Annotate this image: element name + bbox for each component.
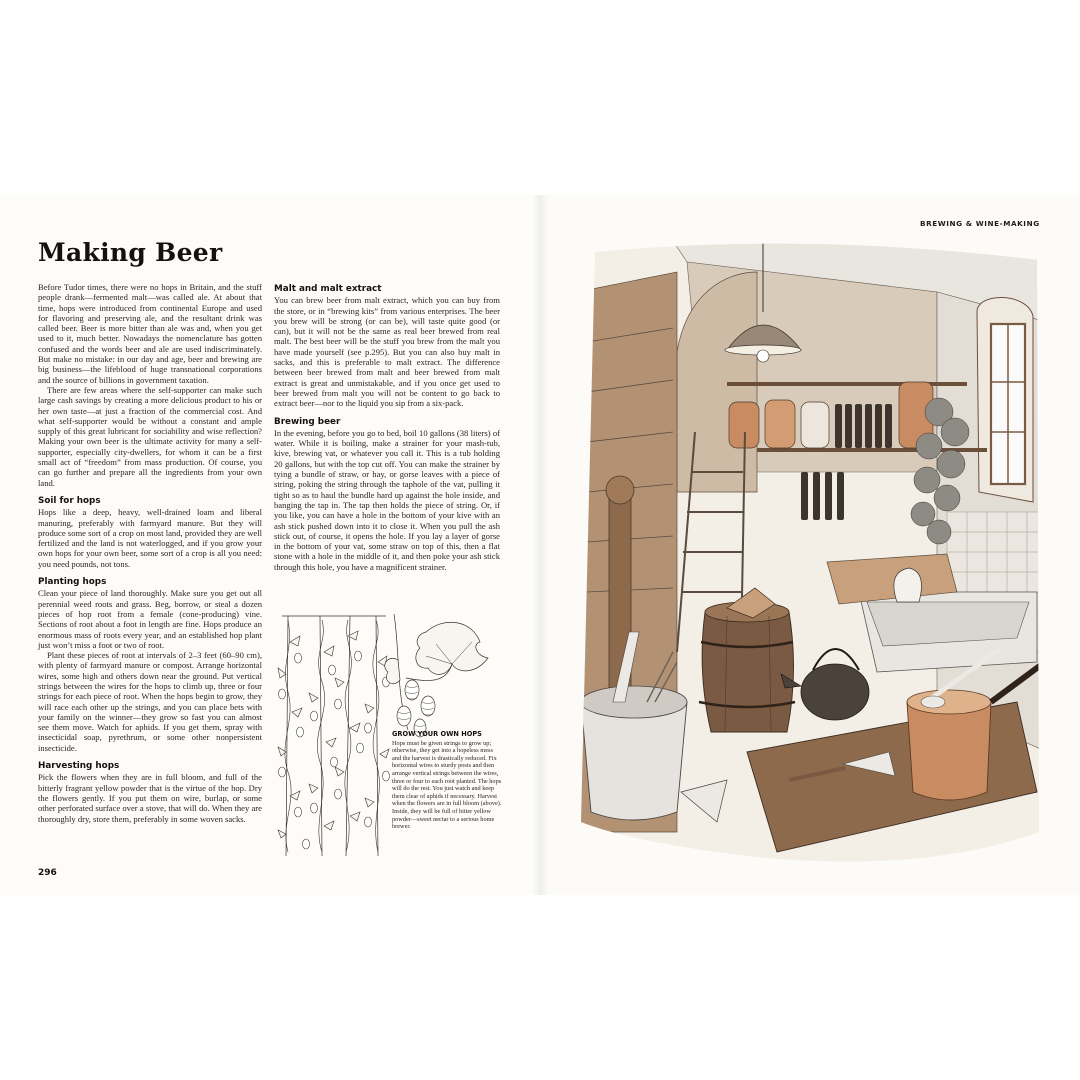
intro-paragraph-1: Before Tudor times, there were no hops in Britain, and the stuff people drank—fermented malt—was called ale. At about that time, hops were introduced from continental Europe and used for flavoring and preserving ale, and the resultant drink was called beer. Beer is more bitter than ale was and, when you get used to it, much better. Nowadays the nomenclature has gotten confused and the words beer and ale are used indiscriminately. But make no mistake: in our day and age, beer and brewing are big business—the lifeblood of huge transnational corporations and the source of billions in government taxation. — [38, 282, 262, 385]
page-title: Making Beer — [38, 238, 223, 267]
illustration-caption — [392, 731, 502, 831]
barrel — [699, 602, 795, 732]
hop-leaves — [278, 631, 389, 838]
malt-heading: Malt and malt extract — [274, 284, 382, 294]
jug — [894, 568, 922, 602]
harvesting-paragraph: Pick the flowers when they are in full bloom, and full of the bitterly fragrant yellow powder that is the virtue of the hop. Dry the flowers gently. If you put them on wire, burlap, or some other perforated surface over a stove, that will do. When they are thoroughly dry, store them, preferably in some woven sacks. — [38, 772, 262, 824]
brewing-kitchen-illustration — [577, 232, 1047, 872]
soil-paragraph: Hops like a deep, heavy, well-drained loam and liberal manuring, preferably with farmyard manure. But they will produce some sort of a crop on most land, provided they are well fertilized and the land is not waterlogged, and if you grow your own hops for your own beer, some sort of a crop is all you need: you need pounds, not tons. — [38, 507, 262, 569]
hop-cones-small — [279, 651, 390, 849]
caption-heading: GROW YOUR OWN HOPS — [392, 730, 482, 738]
page-number: 296 — [38, 868, 57, 878]
text-column-left — [38, 282, 262, 824]
soil-heading: Soil for hops — [38, 495, 101, 506]
hop-cones-large — [397, 680, 435, 737]
planting-paragraph-2: Plant these pieces of root at intervals of 2–3 feet (60–90 cm), with plenty of farmyard manure or compost. Arrange horizontal wires, some high and others down near the ground. Put vertical strings between the wires for the hops to climb up, three or four strings for each piece of root. When the hops begin to grow, they will race each other up the strings, and you can place bets with your family on the winner—they grow so fast you can almost see them move. Watch for aphids. If you get them, spray with insecticidal soap, pyrethrum, or some other nonpersistent insecticide. — [38, 650, 262, 753]
planting-heading: Planting hops — [38, 577, 107, 588]
intro-paragraph-2: There are few areas where the self-supporter can make such large cash savings by creating a more delicious product to his or her own taste—at just a fraction of the commercial cost. And what self-supporter would be without a constant and ample supply of this great lubricant for sociability and wise reflection? Making your own beer is the ultimate activity for many a self-supporter, especially city-dwellers, for whom it can be a first small act of “freedom” from mass production. Of course, you can go further and prepare all the ingredients from your own land. — [38, 384, 262, 488]
caption-text: Hops must be given strings to grow up; otherwise, they get into a hopeless mess and the harvest is drastically reduced. Fix horizontal wires to sturdy posts and then arrange vertical strings between the wires, three or four to each root planted. The hops will do the rest. You just watch and keep them clear of aphids if necessary. Harvest when the flowers are in full bloom (above). Inside, they will be full of bitter yellow powder—sweet nectar to a serious home brewer. — [392, 739, 502, 831]
brewing-paragraph: In the evening, before you go to bed, boil 10 gallons (38 liters) of water. While it is boiling, make a strainer for your mash-tub, kive, brewing vat, or whatever you call it. This is a tub holding 20 gallons, but with the top cut off. You can make the strainer by tying a bundle of straw, or hay, or gorse leaves with a piece of string, poking the string through the taphole of the vat, pulling it tight so as to haul the bundle hard up against the hole inside, and banging the tap in. The tap then holds the piece of string. Or, if you like, you can have a hole in the bottom of your kive with an ash stick pushed down into it to close it. When you pull the ash stick out, of course, it opens the hole. If you lay a layer of gorse in the bottom of your vat, some straw on top of this, then a flat stone with a hole in the middle of it, and then poke your ash stick through this hole, you have a magnificent strainer. — [274, 427, 500, 572]
text-column-right — [274, 282, 500, 572]
malt-paragraph: You can brew beer from malt extract, which you can buy from the store, or in “brewing kits” from various enterprises. The beer you brew will be strong (or can be), will taste quite good (or can), but it will not be the same as real beer brewed from real malt. The best beer will be the stuff you brew from the malt you have made yourself (see p.295). But you can also buy malt in sacks, and this is preferable to malt extract. The difference between beer brewed from malt and beer brewed from malt extract is great and unmistakable, and if you once get used to beer brewed from malt you will not be content to go back to extract beer—nor to the liquid you sip from a six-pack. — [274, 295, 500, 409]
book-gutter — [532, 195, 548, 895]
planting-paragraph-1: Clean your piece of land thoroughly. Make sure you get out all perennial weed roots and grass. Beg, borrow, or steal a dozen pieces of hop root from a female (cone-producing) vine. Sections of root about a foot in length are fine. Hops produce an enormous mass of roots every year, and an established hop plant just won’t miss a foot or two of root. — [38, 588, 262, 650]
section-header: BREWING & WINE-MAKING — [920, 219, 1040, 228]
harvesting-heading: Harvesting hops — [38, 761, 120, 772]
brewing-heading: Brewing beer — [274, 416, 341, 427]
